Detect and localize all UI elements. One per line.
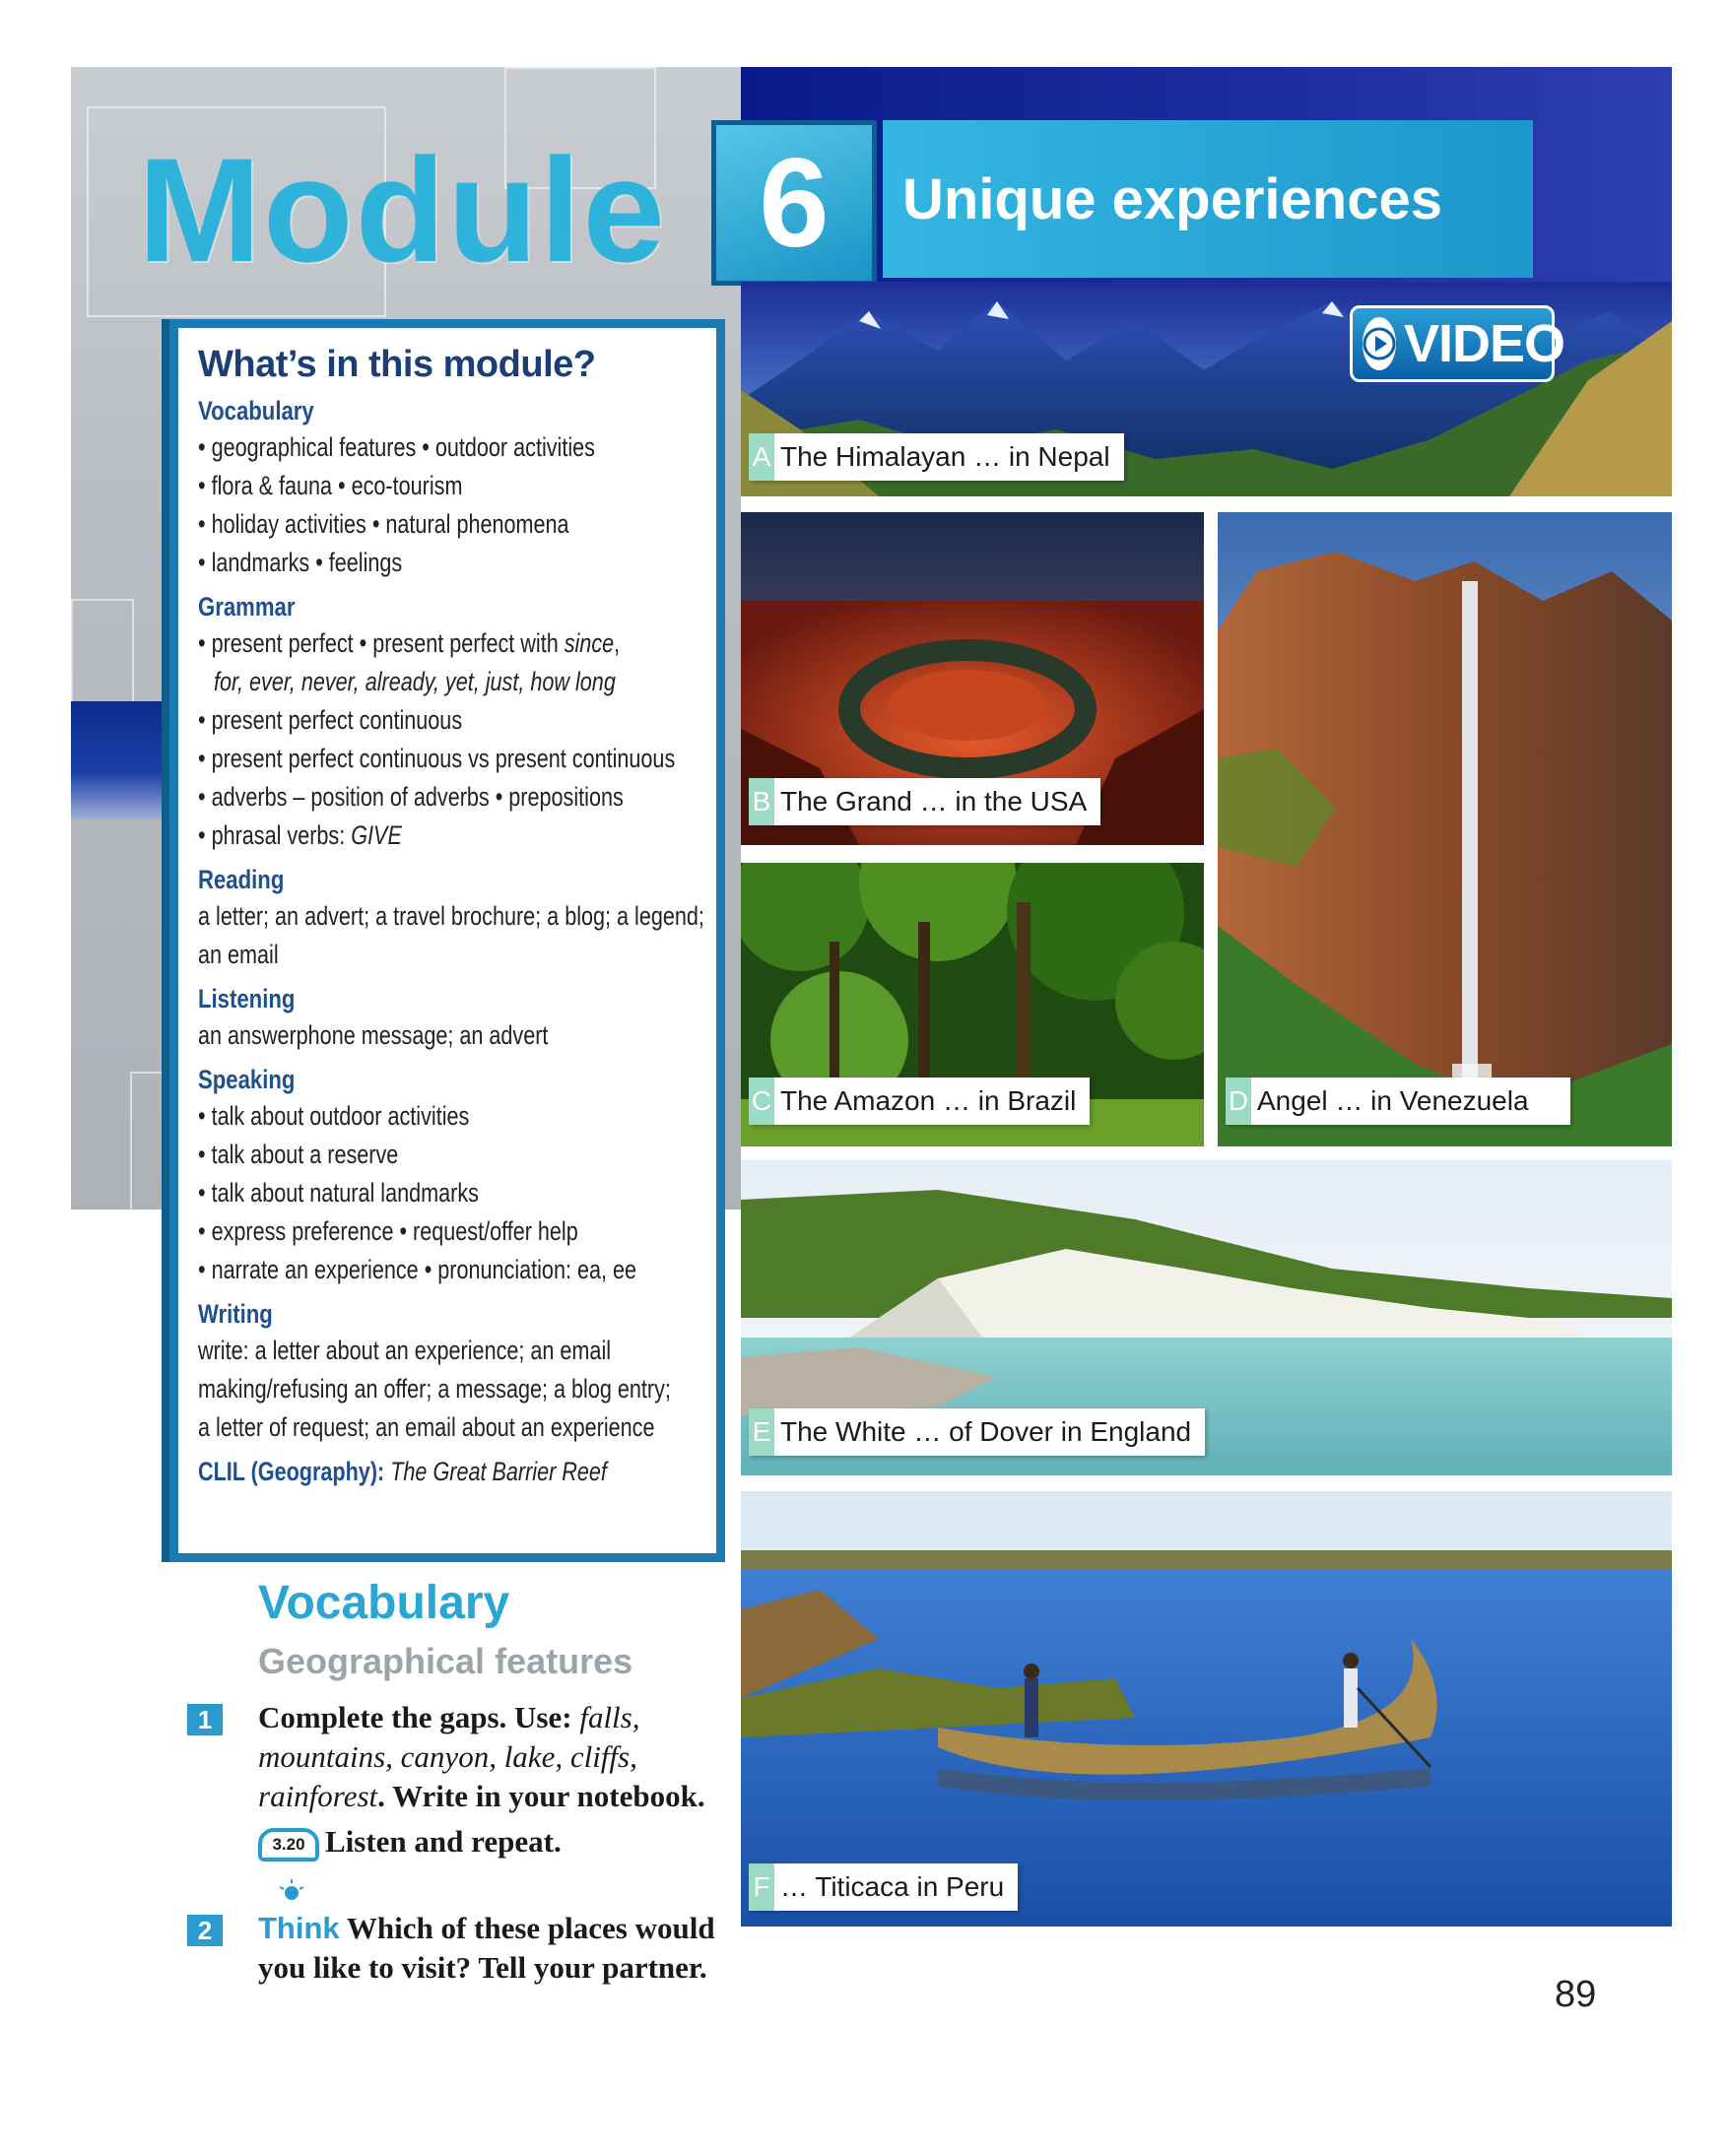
photo-caption-e [749,1408,1205,1456]
vocabulary-line: • flora & fauna • eco-tourism [198,471,463,500]
grammar-line [198,663,722,701]
clil-text: The Great Barrier Reef [390,1457,607,1486]
task-number-1: 1 [187,1704,223,1735]
photo-caption-a [749,433,1124,481]
speaking-line: • talk about outdoor activities [198,1101,470,1131]
grammar-text: • phrasal verbs: [198,820,352,850]
module-title: Unique experiences [883,120,1533,278]
section-writing-title: Writing [198,1299,273,1329]
clil-line [198,1453,605,1491]
task-2-text: you like to visit? Tell your partner. [258,1950,707,1985]
grammar-italic: GIVE [351,820,402,850]
task-1-line [258,1777,721,1816]
photo-letter: D [1226,1078,1251,1125]
video-button[interactable] [1350,305,1565,382]
grammar-italic: for, ever, never, already, yet, just, how long [214,667,616,696]
task-1-intro: Complete the gaps. Use: [258,1700,580,1734]
think-label: Think [258,1911,340,1945]
play-icon [1363,317,1396,370]
task-1-listen [258,1822,721,1862]
task-2 [258,1909,721,1988]
caption-text: The Grand … in the USA [780,786,1088,817]
caption-text: … Titicaca in Peru [780,1871,1005,1902]
video-label: VIDEO [1404,314,1565,373]
task-2-text: Which of these places would [339,1911,715,1945]
vocabulary-line: • holiday activities • natural phenomena [198,509,569,539]
listening-line: an answerphone message; an advert [198,1020,549,1050]
writing-line: write: a letter about an experience; an email [198,1336,612,1365]
module-number: 6 [711,120,877,286]
speaking-line: • express preference • request/offer help [198,1216,578,1246]
clil-label: CLIL (Geography): [198,1457,385,1486]
task-2-line [258,1948,721,1988]
section-reading-title: Reading [198,865,285,894]
task-1-words: rainforest [258,1779,378,1813]
module-word: Module [138,127,667,293]
photo-titicaca [741,1491,1672,1927]
reading-line: a letter; an advert; a travel brochure; a blog; a legend; [198,901,704,931]
task-1-instruction: . Write in your notebook. [377,1779,705,1813]
photo-caption-b [749,778,1100,825]
contents-heading: What’s in this module? [198,344,596,385]
task-1-line [258,1737,721,1777]
grammar-line [198,817,706,855]
photo-letter: B [749,778,774,825]
grammar-line: • present perfect continuous [198,705,463,735]
task-1-words: mountains, canyon, lake, cliffs, [258,1739,637,1774]
section-grammar-title: Grammar [198,592,296,621]
page-number: 89 [1555,1974,1597,2015]
vocabulary-line: • landmarks • feelings [198,548,403,577]
task-1 [258,1698,721,1862]
section-vocabulary-title: Vocabulary [198,396,314,425]
lightbulb-icon [278,1879,305,1912]
photo-caption-f [749,1863,1018,1911]
vocabulary-heading: Vocabulary [258,1577,510,1629]
photo-caption-c [749,1078,1090,1125]
caption-text: The Himalayan … in Nepal [780,441,1110,472]
task-1-line [258,1698,721,1737]
photo-letter: C [749,1078,774,1125]
grammar-italic: since [564,628,615,658]
grammar-line: • present perfect continuous vs present continuous [198,744,676,773]
grammar-line: • present perfect • present perfect with since, [198,628,621,658]
geographical-features-subheading: Geographical features [258,1641,633,1681]
photo-letter: A [749,433,774,481]
writing-line: making/refusing an offer; a message; a blog entry; [198,1374,671,1404]
headphones-icon[interactable]: 3.20 [258,1828,319,1862]
task-2-line [258,1909,721,1948]
caption-text: The Amazon … in Brazil [780,1085,1077,1116]
speaking-line: • talk about natural landmarks [198,1178,479,1208]
speaking-line: • narrate an experience • pronunciation: ea, ee [198,1255,637,1284]
caption-text: Angel … in Venezuela [1257,1085,1529,1116]
writing-line: a letter of request; an email about an experience [198,1412,655,1442]
photo-letter: F [749,1863,774,1911]
task-number-2: 2 [187,1915,223,1946]
module-contents-box [169,319,725,1562]
photo-angel-falls [1218,512,1672,1146]
listen-text: Listen and repeat. [325,1824,562,1859]
photo-letter: E [749,1408,774,1456]
caption-text: The White … of Dover in England [780,1416,1192,1447]
decor-blue-band [71,701,179,819]
grammar-text: • present perfect • present perfect with [198,628,565,658]
section-speaking-title: Speaking [198,1065,296,1094]
section-listening-title: Listening [198,984,296,1013]
vocabulary-line: • geographical features • outdoor activities [198,432,595,462]
reading-line: an email [198,940,279,969]
speaking-line: • talk about a reserve [198,1140,399,1169]
photo-caption-d [1226,1078,1570,1125]
task-1-words: falls, [579,1700,640,1734]
grammar-line: • adverbs – position of adverbs • prepositions [198,782,624,812]
